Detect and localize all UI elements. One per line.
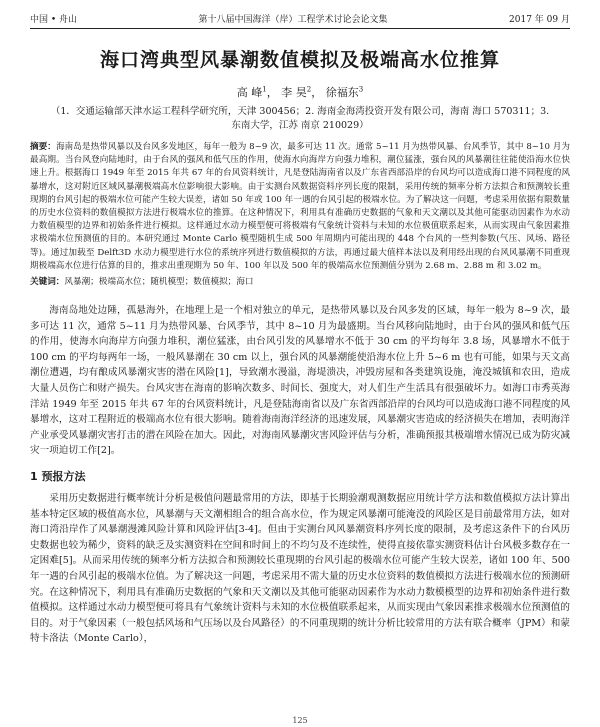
intro-paragraph: 海南岛地处边陲，孤悬海外，在地理上是一个相对独立的单元，是热带风暴以及台风多发的区域，每年一般为 8~9 次，最多可达 11 次，通常 5~11 月为热带风暴、台风季节，其中 8~10 月为最盛期。当台风移向陆地时，由于台风的强风和低气压的作用，使海水向海岸方向强力堆积，潮位猛涨，由台风引发的风暴增水不低于 30 cm 的平均每年 3.8 场，风暴增水不低于 100 cm 的平均每两年一场，一般风暴潮在 30 cm 以上，强台风的风暴潮能使沿海水位上升 5~6 m 也有可能，如果与天文高潮位遭遇，均有酿成风暴潮灾害的潜在风险[1]，导致潮水漫溢，海堤溃决，冲毁房屋和各类建筑设施，淹没城镇和农田，造成大量人员伤亡和财产损失。台风灾害在海南的影响次数多、时间长、强度大，对人们生产生活具有很强破坏力。如海口市秀英海洋站 1949 年至 2015 年共 67 年的台风资料统计，凡是登陆海南省以及广东省西部沿岸的台风均可以造成海口港不同程度的风暴增水，这对工程附近的极端高水位有很大影响。随着海南海洋经济的迅速发展，风暴潮灾害造成的经济损失在增加，表明海洋产业承受风暴潮灾害打击的潜在风险在加大。因此，对海南风暴潮灾害风险评估与分析，准确预报其极端增水情况已成为防灾减灾一项迫切工作[2]。	[30, 305, 570, 457]
body-text	[30, 303, 570, 647]
affiliations: （1．交通运输部天津水运工程科学研究所，天津 300456；2. 海南金海湾投资开发有限公司，海南 海口 570311；3. 东南大学，江苏 南京 210029）	[50, 106, 550, 131]
keywords	[30, 276, 570, 289]
header-date: 2017 年 09 月	[509, 15, 570, 25]
section-paragraph: 采用历史数据进行概率统计分析是极值问题最常用的方法，即基于长期验潮观测数据应用统计学方法和数值模拟方法计算出基本特定区域的极值高水位，风暴潮与天文潮相组合的组合高水位，作为规定风暴潮可能淹没的风险区是目前最常用方法，如对海口湾沿岸作了风暴潮漫滩风险计算和风险评估[3-4]。但由于实测台风风暴潮资料序列长度的限制，及考虑这条件下的台风历史数据也较为稀少，资料的缺乏及实测资料在空间和时间上的不均匀及不连续性，使得直接依靠实测资料估计台风极多数存在一定困难[5]。从而采用传统的频率分析方法拟合和预测较长重现期的台风引起的极端水位可能产生较大误差，诸如 100 年、500 年一遇的台风引起的极端水位值。为了解决这一问题，考虑采用不需大量的历史水位资料的数值模拟方法进行极端水位的预测研究。在这种情况下，利用具有准确历史数据的气象和天文潮以及其他可能驱动因素作为水动力数模模型的边界和初始条件进行数值模拟。这样通过水动力模型便可将具有气象统计资料与未知的水位极值联系起来，从而实现由气象因素推求极端水位预测值的目的。对于气象因素（一般包括风场和气压场以及台风路径）的不同重现期的统计分析比较常用的方法有联合概率（JPM）和蒙特卡洛法（Monte Carlo），	[30, 492, 570, 645]
page-number: 125	[292, 716, 308, 725]
abstract-label: 摘要：	[30, 142, 56, 152]
author-name: 高 峰	[236, 86, 263, 99]
author-affiliation-mark: 1	[262, 85, 267, 94]
section-heading: 1 预报方法	[30, 469, 86, 483]
paper-title: 海口湾典型风暴潮数值模拟及极端高水位推算	[99, 49, 500, 71]
author-name: 李 昊	[281, 86, 307, 99]
author-list: 高 峰$^1$， 李 昊$^2$， 徐福东$^3$	[236, 85, 364, 99]
author-affiliation-mark: 2	[306, 85, 312, 94]
author-affiliation-mark: 3	[358, 85, 364, 94]
author-name: 徐福东	[325, 86, 359, 99]
header-location: 中国 • 舟山	[30, 15, 78, 25]
running-header	[30, 0, 570, 29]
abstract	[30, 141, 570, 273]
header-proceedings: 第十八届中国海洋（岸）工程学术讨论会论文集	[198, 15, 388, 25]
keywords-label: 关键词：	[30, 277, 65, 288]
keywords-text: 风暴潮；极端高水位；随机模型；数值模拟；海口	[64, 277, 254, 288]
abstract-text: 海南岛是热带风暴以及台风多发地区，每年一般为 8~9 次，最多可达 11 次。通常 5~11 月为热带风暴、台风季节，其中 8~10 月为最高期。当台风登向陆地时，由于台风的强风和低气压的作用，使海水向海岸方向强力堆积，潮位猛涨，强台风的风暴潮往往能使沿海水位快速上升。根据海口 1949 年至 2015 年共 67 年的台风资料统计，凡是登陆海南省以及广东省西部沿岸的台风均可以造成海口港不同程度的风暴增水，这对附近区域风暴潮极端高水位影响很大影响。由于实测台风数据资料序列长度的限制，采用传统的频率分析方法拟合和预测较长重现期的台风引起的极端水位可能产生较大误差，诸如 50 年或 100 年一遇的台风引起的极端水位。为了解决这一问题，考虑采用依据有限数量的历史水位资料的数值模拟方法进行极端水位的推算。在这种情况下，利用具有准确历史数据的气象和天文潮以及其他可能驱动因素作为水动力数值模型的边界和初始条件进行模拟。这样通过水动力模型便可将极端有气象统计资料与未知的水位极值联系起来，从而实现由气象因素推求极端水位预测值的目的。本研究通过 Monte Carlo 模型随机生成 500 年周期内可能出现的 448 个台风的一些判参数(气压、风场、路径等)。通过加载至 Delft3D 水动力模型进行水位的系统序列进行数值模拟的方法，再通过最大值样本法以及利用经出现的台风风暴潮不同重现期极端高水位进行估算的目的，推求出重现期为 50 年、100 年以及 500 年的极端高水位预测值分别为 2.68 m、2.88 m 和 3.02 m。	[30, 142, 570, 271]
